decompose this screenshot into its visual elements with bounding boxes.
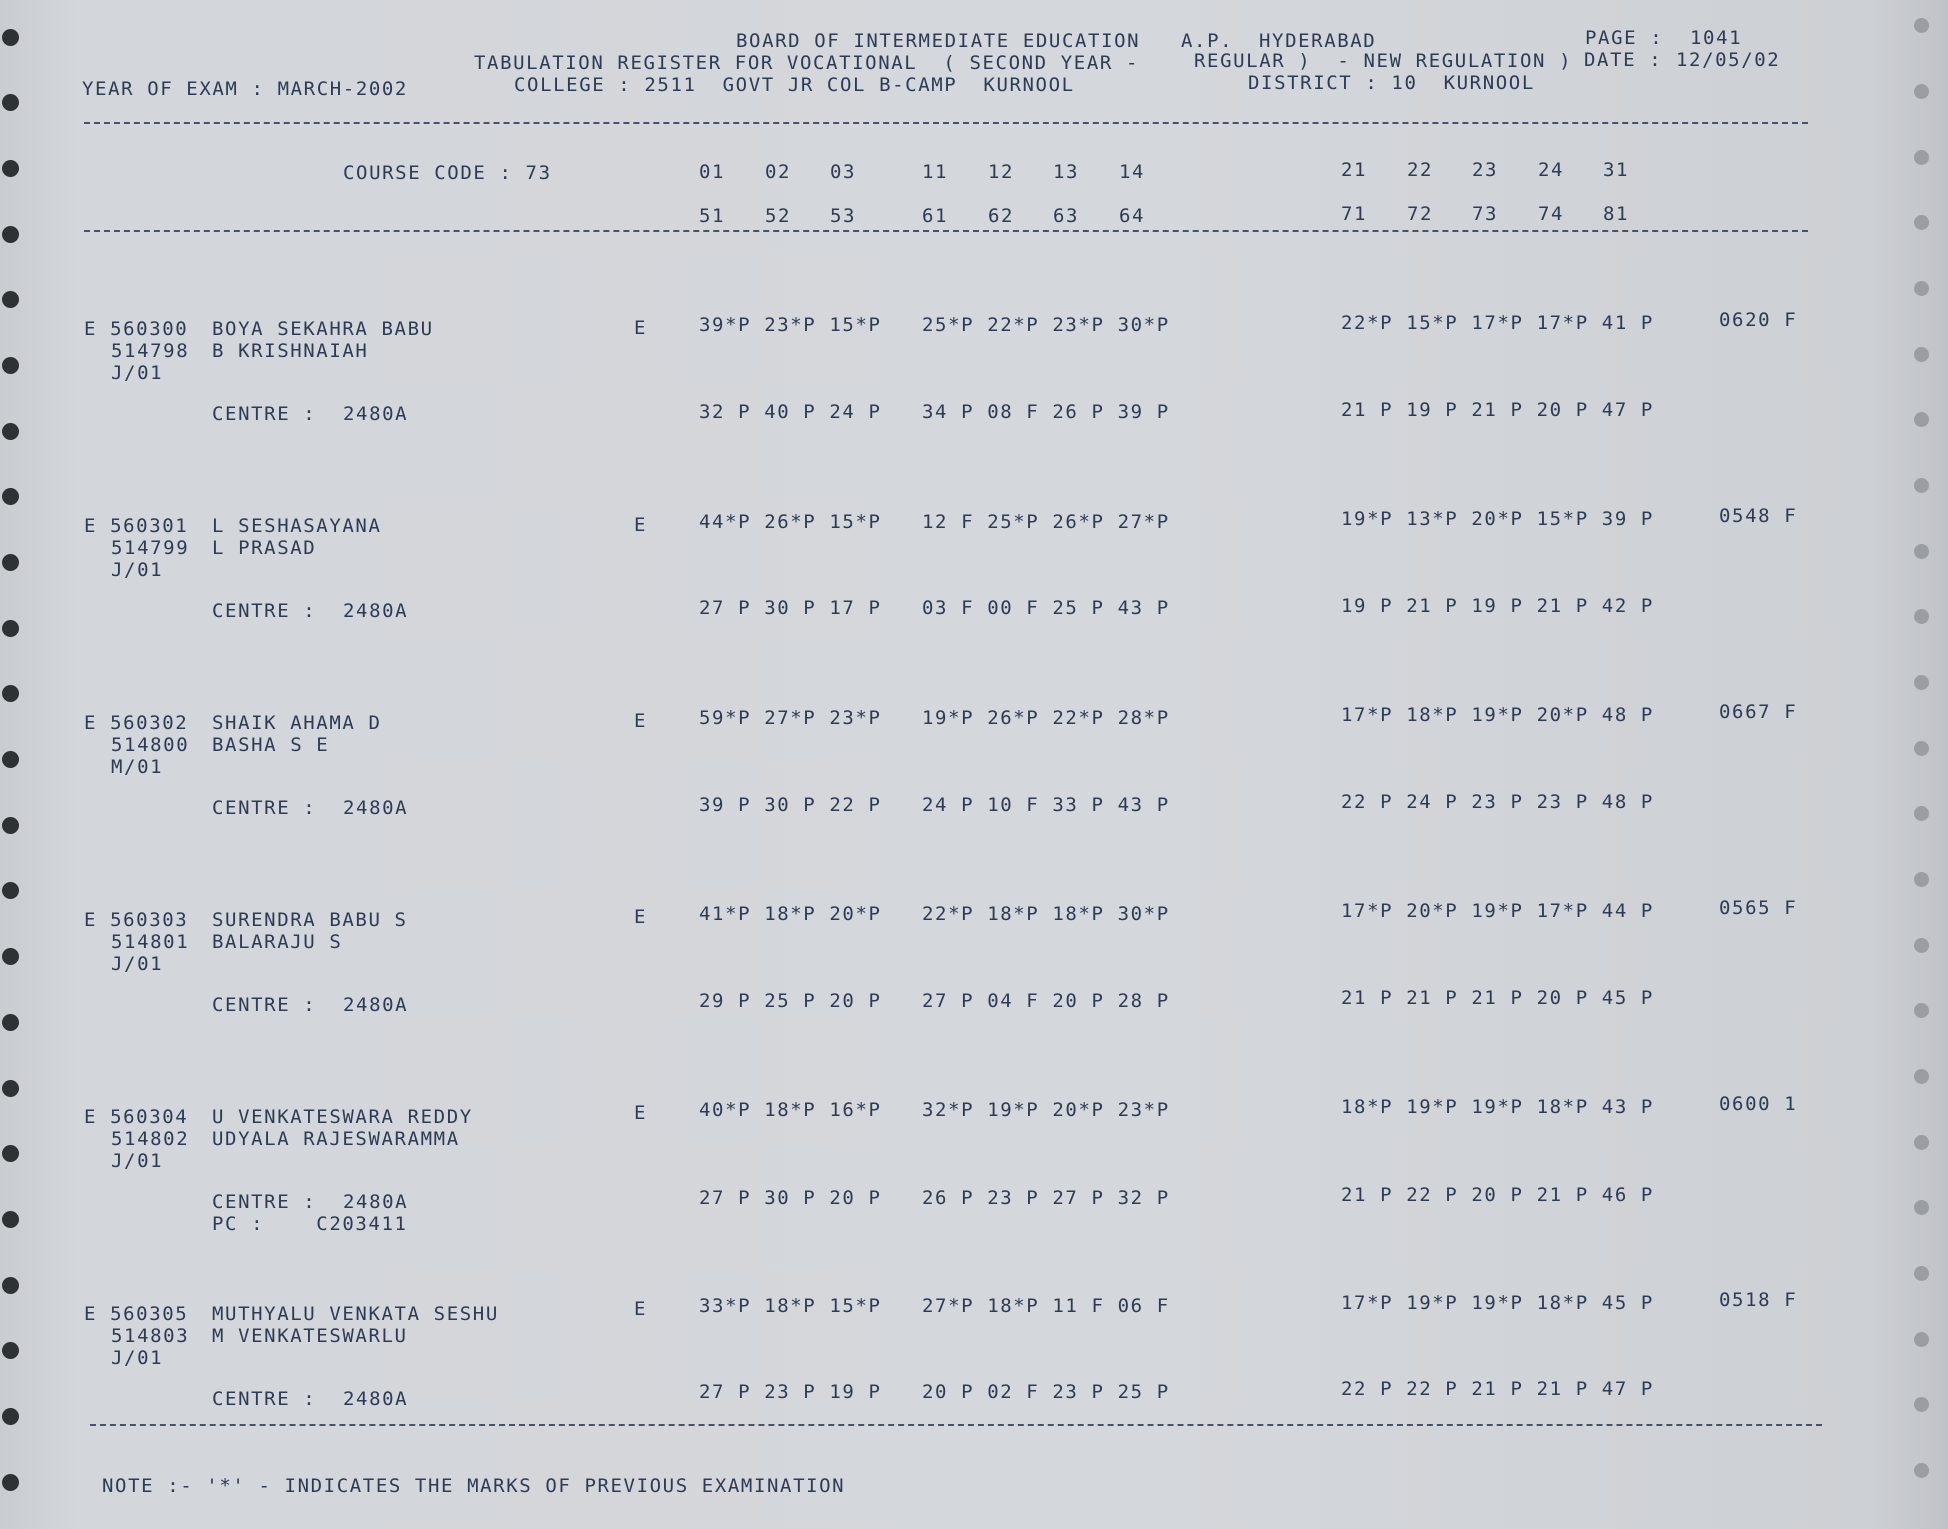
registration-number: 514800 [111,734,190,756]
centre-label: CENTRE : [212,994,317,1016]
board-state: A.P. [1181,30,1234,52]
footnote: NOTE :- '*' - INDICATES THE MARKS OF PREVIOUS EXAMINATION [102,1475,846,1497]
marks-part1-group2: 27*P 18*P 11 F 06 F [922,1295,1170,1317]
student-name: SHAIK AHAMA D [212,712,382,734]
marks-part1-group3: 19*P 13*P 20*P 15*P 39 P [1341,508,1654,530]
total-result: 0620 F [1719,309,1798,331]
total-result: 0565 F [1719,897,1798,919]
marks-part2-group3: 22 P 24 P 23 P 23 P 48 P [1341,791,1654,813]
registration-number: 514803 [111,1325,190,1347]
marks-part2-group2: 20 P 02 F 23 P 25 P [922,1381,1170,1403]
medium: E [634,1102,648,1124]
marks-part2-group3: 21 P 19 P 21 P 20 P 47 P [1341,399,1654,421]
marks-part2-group1: 27 P 30 P 20 P [699,1187,882,1209]
marks-part2-group3: 21 P 21 P 21 P 20 P 45 P [1341,987,1654,1009]
father-name: B KRISHNAIAH [212,340,369,362]
father-name: BALARAJU S [212,931,343,953]
course-code: COURSE CODE : 73 [343,162,552,184]
student-name: L SESHASAYANA [212,515,382,537]
printout-sheet: BOARD OF INTERMEDIATE EDUCATION A.P. HYDERABAD PAGE : 1041 TABULATION REGISTER FOR VOCATIONAL ( SECOND YEAR - REGULAR ) - NEW REGULATION ) DATE : 12/05/02 YEAR OF EXAM : MARCH-2002 COLLEGE : 2511 GOVT JR COL B-CAMP KURNOOL DISTRICT : 10 KURNOOL COURSE CODE : 73 01 02 03 11 12 13 14 21 22 23 24 31 51 52 53 61 62 63 64 71 72 73 74 81 E 560300 514798 J/01 BOYA SEKAHRA BABU B KRISHNAIAH E 39*P 23*P 15*P 25*P 22*P 23*P 30*P 22*P 15*P 17*P 17*P 41 P 0620 F CENTRE : 2480A 32 P 40 P 24 P 34 P 08 F 26 P 39 P 21 P 19 P 21 P 20 P 47 P E 560301 514799 J/01 L SESHASAYANA L PRASAD E 44*P 26*P 15*P 12 F 25*P 26*P 27*P 19*P 13*P 20*P 15*P 39 P 0548 F CENTRE : 2480A 27 P 30 P 17 P 03 F 00 F 25 P 43 P 19 P 21 P 19 P 21 P 42 P E 560302 514800 M/01 SHAIK AHAMA D BASHA S E E 59*P 27*P 23*P 19*P 26*P 22*P 28*P 17*P 18*P 19*P 20*P 48 P 0667 F CENTRE : 2480A 39 P 30 P 22 P 24 P 10 F 33 P 43 P 22 P 24 P 23 P 23 P 48 P E 560303 514801 J/01 SURENDRA BABU S BALARAJU S E 41*P 18*P 20*P 22*P 18*P 18*P 30*P 17*P 20*P 19*P 17*P 44 P 0565 F CENTRE : 2480A 29 P 25 P 20 P 27 P 04 F 20 P 28 P 21 P 21 P 21 P 20 P 45 P E 560304 514802 J/01 U VENKATESWARA REDDY UDYALA RAJESWARAMMA E 40*P 18*P 16*P 32*P 19*P 20*P 23*P 18*P 19*P 19*P 18*P 43 P 0600 1 CENTRE : 2480A PC : C203411 27 P 30 P 20 P 26 P 23 P 27 P 32 P 21 P 22 P 20 P 21 P 46 P E 560305 514803 J/01 MUTHYALU VENKATA SESHU M VENKATESWARLU E 33*P 18*P 15*P 27*P 18*P 11 F 06 F 17*P 19*P 19*P 18*P 45 P 0518 F CENTRE : 2480A 27 P 23 P 19 P 20 P 02 F 23 P 25 P 22 P 22 P 21 P 21 P 47 P NOTE :- '*' - INDICATES THE MARKS OF PREVIOUS EXAMINATION [0,0,1948,1529]
marks-part2-group2: 26 P 23 P 27 P 32 P [922,1187,1170,1209]
student-name: U VENKATESWARA REDDY [212,1106,473,1128]
marks-part1-group2: 32*P 19*P 20*P 23*P [922,1099,1170,1121]
registration-number: 514801 [111,931,190,953]
board-name: BOARD OF INTERMEDIATE EDUCATION [736,30,1141,52]
report-date: 12/05/02 [1676,49,1781,71]
hall-ticket-number: E 560303 [84,909,189,931]
centre-code: 2480A [343,600,409,622]
centre-code: 2480A [343,797,409,819]
marks-part1-group2: 25*P 22*P 23*P 30*P [922,314,1170,336]
marks-part2-group2: 03 F 00 F 25 P 43 P [922,597,1170,619]
page-label: PAGE : [1585,27,1664,49]
medium: E [634,1298,648,1320]
centre-label: CENTRE : [212,797,317,819]
marks-part2-group3: 19 P 21 P 19 P 21 P 42 P [1341,595,1654,617]
student-name: BOYA SEKAHRA BABU [212,318,434,340]
centre-code: 2480A [343,403,409,425]
medium: E [634,710,648,732]
year-of-exam: YEAR OF EXAM : MARCH-2002 [82,78,408,100]
marks-part1-group2: 19*P 26*P 22*P 28*P [922,707,1170,729]
father-name: UDYALA RAJESWARAMMA [212,1128,460,1150]
marks-part1-group3: 17*P 19*P 19*P 18*P 45 P [1341,1292,1654,1314]
marks-part2-group2: 34 P 08 F 26 P 39 P [922,401,1170,423]
pc-code: PC : C203411 [212,1213,408,1235]
marks-part1-group1: 59*P 27*P 23*P [699,707,882,729]
hall-ticket-number: E 560304 [84,1106,189,1128]
marks-part1-group1: 39*P 23*P 15*P [699,314,882,336]
marks-part2-group3: 22 P 22 P 21 P 21 P 47 P [1341,1378,1654,1400]
father-name: BASHA S E [212,734,330,756]
total-result: 0548 F [1719,505,1798,527]
registration-number: 514798 [111,340,190,362]
header-rule [84,122,1808,124]
column-header-rule [84,230,1808,232]
marks-part2-group1: 27 P 23 P 19 P [699,1381,882,1403]
centre-label: CENTRE : [212,1191,317,1213]
marks-part1-group1: 33*P 18*P 15*P [699,1295,882,1317]
hall-ticket-number: E 560300 [84,318,189,340]
father-name: L PRASAD [212,537,317,559]
hall-ticket-number: E 560305 [84,1303,189,1325]
regulation: REGULAR ) - NEW REGULATION ) [1194,50,1573,72]
marks-part1-group3: 18*P 19*P 19*P 18*P 43 P [1341,1096,1654,1118]
category: J/01 [111,559,164,581]
marks-part2-group1: 39 P 30 P 22 P [699,794,882,816]
centre-code: 2480A [343,1191,409,1213]
date-label: DATE : [1584,49,1663,71]
centre-code: 2480A [343,994,409,1016]
category: M/01 [111,756,164,778]
category: J/01 [111,1150,164,1172]
category: J/01 [111,1347,164,1369]
marks-part1-group3: 22*P 15*P 17*P 17*P 41 P [1341,312,1654,334]
total-result: 0667 F [1719,701,1798,723]
board-city: HYDERABAD [1259,30,1377,52]
marks-part1-group2: 22*P 18*P 18*P 30*P [922,903,1170,925]
total-result: 0518 F [1719,1289,1798,1311]
medium: E [634,514,648,536]
centre-label: CENTRE : [212,1388,317,1410]
medium: E [634,317,648,339]
student-name: MUTHYALU VENKATA SESHU [212,1303,499,1325]
marks-part1-group1: 44*P 26*P 15*P [699,511,882,533]
marks-part2-group1: 29 P 25 P 20 P [699,990,882,1012]
college: COLLEGE : 2511 GOVT JR COL B-CAMP KURNOOL [514,74,1075,96]
medium: E [634,906,648,928]
registration-number: 514802 [111,1128,190,1150]
marks-part2-group2: 24 P 10 F 33 P 43 P [922,794,1170,816]
marks-part1-group3: 17*P 20*P 19*P 17*P 44 P [1341,900,1654,922]
father-name: M VENKATESWARLU [212,1325,408,1347]
page-number: 1041 [1690,27,1743,49]
marks-part2-group3: 21 P 22 P 20 P 21 P 46 P [1341,1184,1654,1206]
footer-rule [90,1424,1822,1426]
tractor-feed-holes-right [1914,0,1944,1529]
registration-number: 514799 [111,537,190,559]
centre-label: CENTRE : [212,600,317,622]
marks-part1-group3: 17*P 18*P 19*P 20*P 48 P [1341,704,1654,726]
marks-part1-group1: 41*P 18*P 20*P [699,903,882,925]
marks-part2-group1: 32 P 40 P 24 P [699,401,882,423]
category: J/01 [111,953,164,975]
total-result: 0600 1 [1719,1093,1798,1115]
centre-code: 2480A [343,1388,409,1410]
district: DISTRICT : 10 KURNOOL [1248,72,1535,94]
register-title: TABULATION REGISTER FOR VOCATIONAL ( SECOND YEAR - [474,52,1139,74]
marks-part2-group1: 27 P 30 P 17 P [699,597,882,619]
marks-part1-group2: 12 F 25*P 26*P 27*P [922,511,1170,533]
student-name: SURENDRA BABU S [212,909,408,931]
hall-ticket-number: E 560302 [84,712,189,734]
marks-part1-group1: 40*P 18*P 16*P [699,1099,882,1121]
marks-part2-group2: 27 P 04 F 20 P 28 P [922,990,1170,1012]
centre-label: CENTRE : [212,403,317,425]
tractor-feed-holes-left [2,0,32,1529]
category: J/01 [111,362,164,384]
hall-ticket-number: E 560301 [84,515,189,537]
